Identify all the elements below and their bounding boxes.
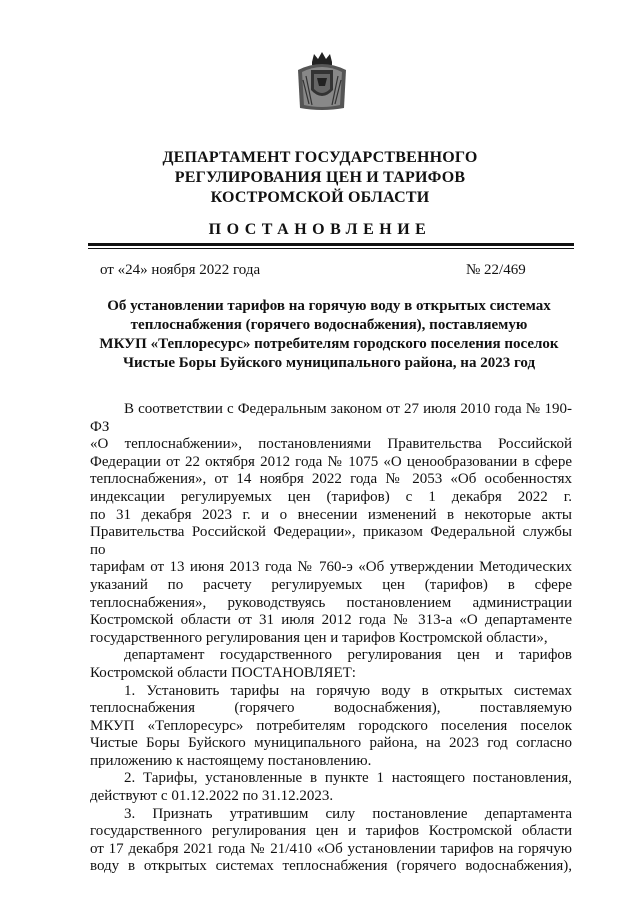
divider-thin: [88, 248, 574, 249]
body-line: 3. Признать утратившим силу постановление департамента: [124, 805, 572, 822]
body-line: Правительства Российской Федерации», приказом Федеральной службы по: [90, 524, 572, 558]
body-line: по 31 декабря 2023 г. и о внесении изменений в некоторые акты: [90, 506, 572, 523]
body-line: приложению к настоящему постановлению.: [90, 752, 372, 769]
body-line: индексации регулируемых цен (тарифов) с 1 декабря 2022 г.: [90, 488, 572, 505]
body-line: Чистые Боры Буйского муниципального района, на 2023 год согласно: [90, 735, 572, 752]
body-line: теплоснабжения», руководствуясь постановлением администрации: [90, 594, 572, 611]
body-line: Костромской области от 31 июля 2012 года № 313-а «О департаменте: [90, 612, 572, 629]
body-line: 2. Тарифы, установленные в пункте 1 настоящего постановления,: [124, 770, 572, 787]
title-line: Чистые Боры Буйского муниципального района, на 2023 год: [122, 355, 536, 371]
body-line: В соответствии с Федеральным законом от 27 июля 2010 года № 190-ФЗ: [90, 401, 572, 435]
body-line: тарифам от 13 июня 2013 года № 760-э «Об утверждении Методических: [90, 559, 572, 576]
coat-of-arms-emblem: [295, 50, 349, 112]
body-line: действуют с 01.12.2022 по 31.12.2023.: [90, 788, 334, 805]
divider-thick: [88, 243, 574, 246]
body-line: «О теплоснабжении», постановлениями Правительства Российской: [90, 436, 572, 453]
title-line: МКУП «Теплоресурс» потребителям городского поселения поселок: [99, 336, 559, 352]
body-line: воду в открытых системах теплоснабжения (горячего водоснабжения),: [90, 858, 572, 875]
body-line: Костромской области ПОСТАНОВЛЯЕТ:: [90, 664, 356, 681]
body-line: департамент государственного регулирования цен и тарифов: [124, 647, 572, 664]
body-line: Федерации от 22 октября 2012 года № 1075 «О ценообразовании в сфере: [90, 453, 572, 470]
document-type-heading: ПОСТАНОВЛЕНИЕ: [208, 221, 432, 238]
title-line: теплоснабжения (горячего водоснабжения), поставляемую: [130, 317, 528, 333]
body-line: государственного регулирования цен и тарифов Костромской области: [90, 823, 572, 840]
body-line: от 17 декабря 2021 года № 21/410 «Об установлении тарифов на горячую: [90, 840, 572, 857]
document-number: № 22/469: [466, 262, 526, 278]
document-body: [90, 401, 572, 876]
body-line: МКУП «Теплоресурс» потребителям городского поселения поселок: [90, 717, 572, 734]
org-name-line-3: КОСТРОМСКОЙ ОБЛАСТИ: [210, 189, 430, 206]
org-name-line-2: РЕГУЛИРОВАНИЯ ЦЕН И ТАРИФОВ: [174, 169, 466, 186]
body-line: государственного регулирования цен и тарифов Костромской области»,: [90, 629, 548, 646]
body-line: указаний по расчету регулируемых цен (тарифов) в сфере: [90, 576, 572, 593]
document-date: от «24» ноября 2022 года: [100, 262, 261, 278]
org-name-line-1: ДЕПАРТАМЕНТ ГОСУДАРСТВЕННОГО: [162, 149, 478, 166]
body-line: теплоснабжения», от 14 ноября 2022 года № 2053 «Об особенностях: [90, 471, 572, 488]
title-line: Об установлении тарифов на горячую воду в открытых системах: [107, 298, 551, 314]
body-line: теплоснабжения (горячего водоснабжения), поставляемую: [90, 700, 572, 717]
document-title: [90, 297, 568, 373]
body-line: 1. Установить тарифы на горячую воду в открытых системах: [124, 682, 572, 699]
